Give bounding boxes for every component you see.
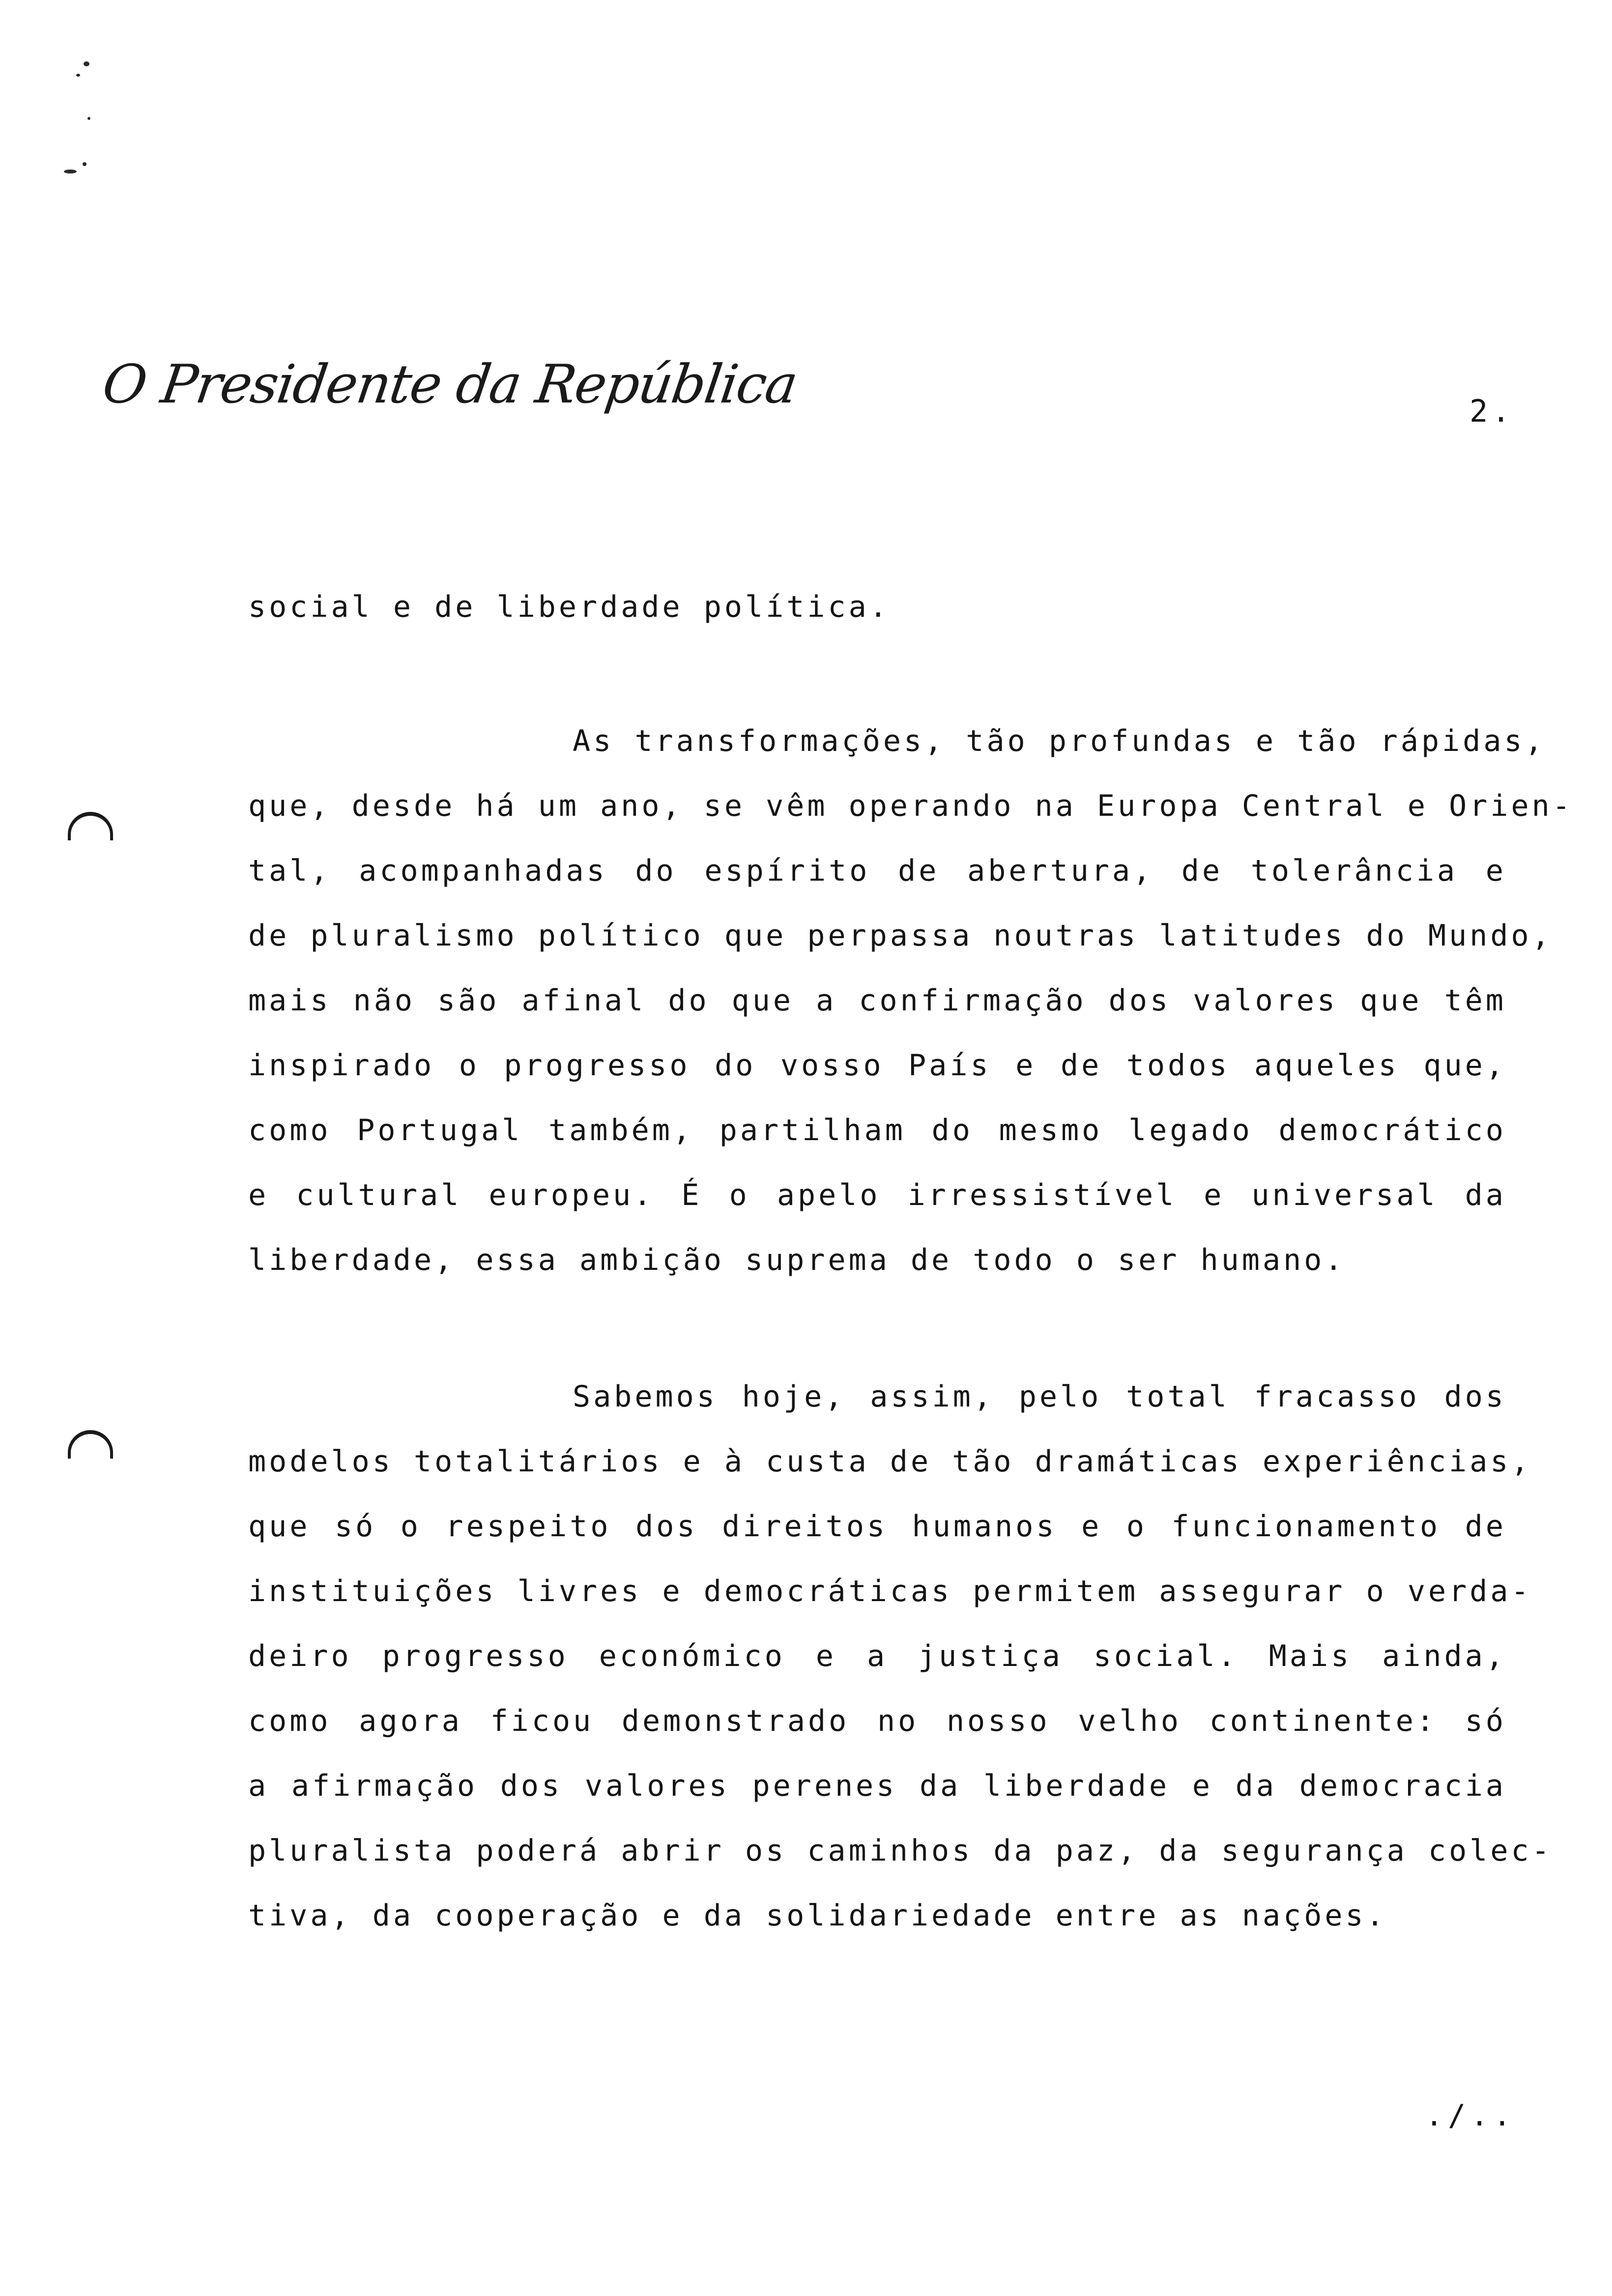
text-line: inspirado o progresso do vosso País e de todos aqueles que, <box>248 1048 1506 1083</box>
letterhead: O Presidente da República <box>99 354 801 415</box>
text-line: e cultural europeu. É o apelo irressistível e universal da <box>248 1178 1506 1212</box>
punch-hole-mark <box>68 812 113 840</box>
margin-speck <box>87 117 90 120</box>
text-line: liberdade, essa ambição suprema de todo o ser humano. <box>248 1243 1346 1277</box>
text-line: instituições livres e democráticas permitem assegurar o verda- <box>248 1574 1532 1608</box>
text-line: que, desde há um ano, se vêm operando na Europa Central e Orien- <box>248 789 1573 823</box>
text-line: social e de liberdade política. <box>248 590 890 624</box>
text-line: a afirmação dos valores perenes da liberdade e da democracia <box>248 1769 1506 1803</box>
text-line: deiro progresso económico e a justiça social. Mais ainda, <box>248 1639 1506 1673</box>
continuation-mark: ./.. <box>1425 2098 1516 2133</box>
text-line: tiva, da cooperação e da solidariedade entre as nações. <box>248 1898 1387 1933</box>
text-line: de pluralismo político que perpassa noutras latitudes do Mundo, <box>248 918 1553 953</box>
punch-hole-mark <box>68 1430 113 1459</box>
margin-speck <box>64 170 77 173</box>
text-line: mais não são afinal do que a confirmação dos valores que têm <box>248 983 1506 1018</box>
page-number: 2. <box>1469 393 1514 429</box>
text-line: tal, acompanhadas do espírito de abertura, de tolerância e <box>248 854 1506 888</box>
text-line: As transformações, tão profundas e tão rápidas, <box>573 724 1546 758</box>
margin-speck <box>83 162 86 166</box>
text-line: como agora ficou demonstrado no nosso velho continente: só <box>248 1704 1506 1738</box>
text-line: como Portugal também, partilham do mesmo legado democrático <box>248 1113 1506 1148</box>
text-line: modelos totalitários e à custa de tão dramáticas experiências, <box>248 1444 1532 1479</box>
text-line: que só o respeito dos direitos humanos e o funcionamento de <box>248 1509 1506 1544</box>
margin-speck <box>76 74 80 77</box>
text-line: pluralista poderá abrir os caminhos da paz, da segurança colec- <box>248 1834 1553 1868</box>
margin-speck <box>84 61 89 66</box>
text-line: Sabemos hoje, assim, pelo total fracasso dos <box>573 1379 1506 1414</box>
